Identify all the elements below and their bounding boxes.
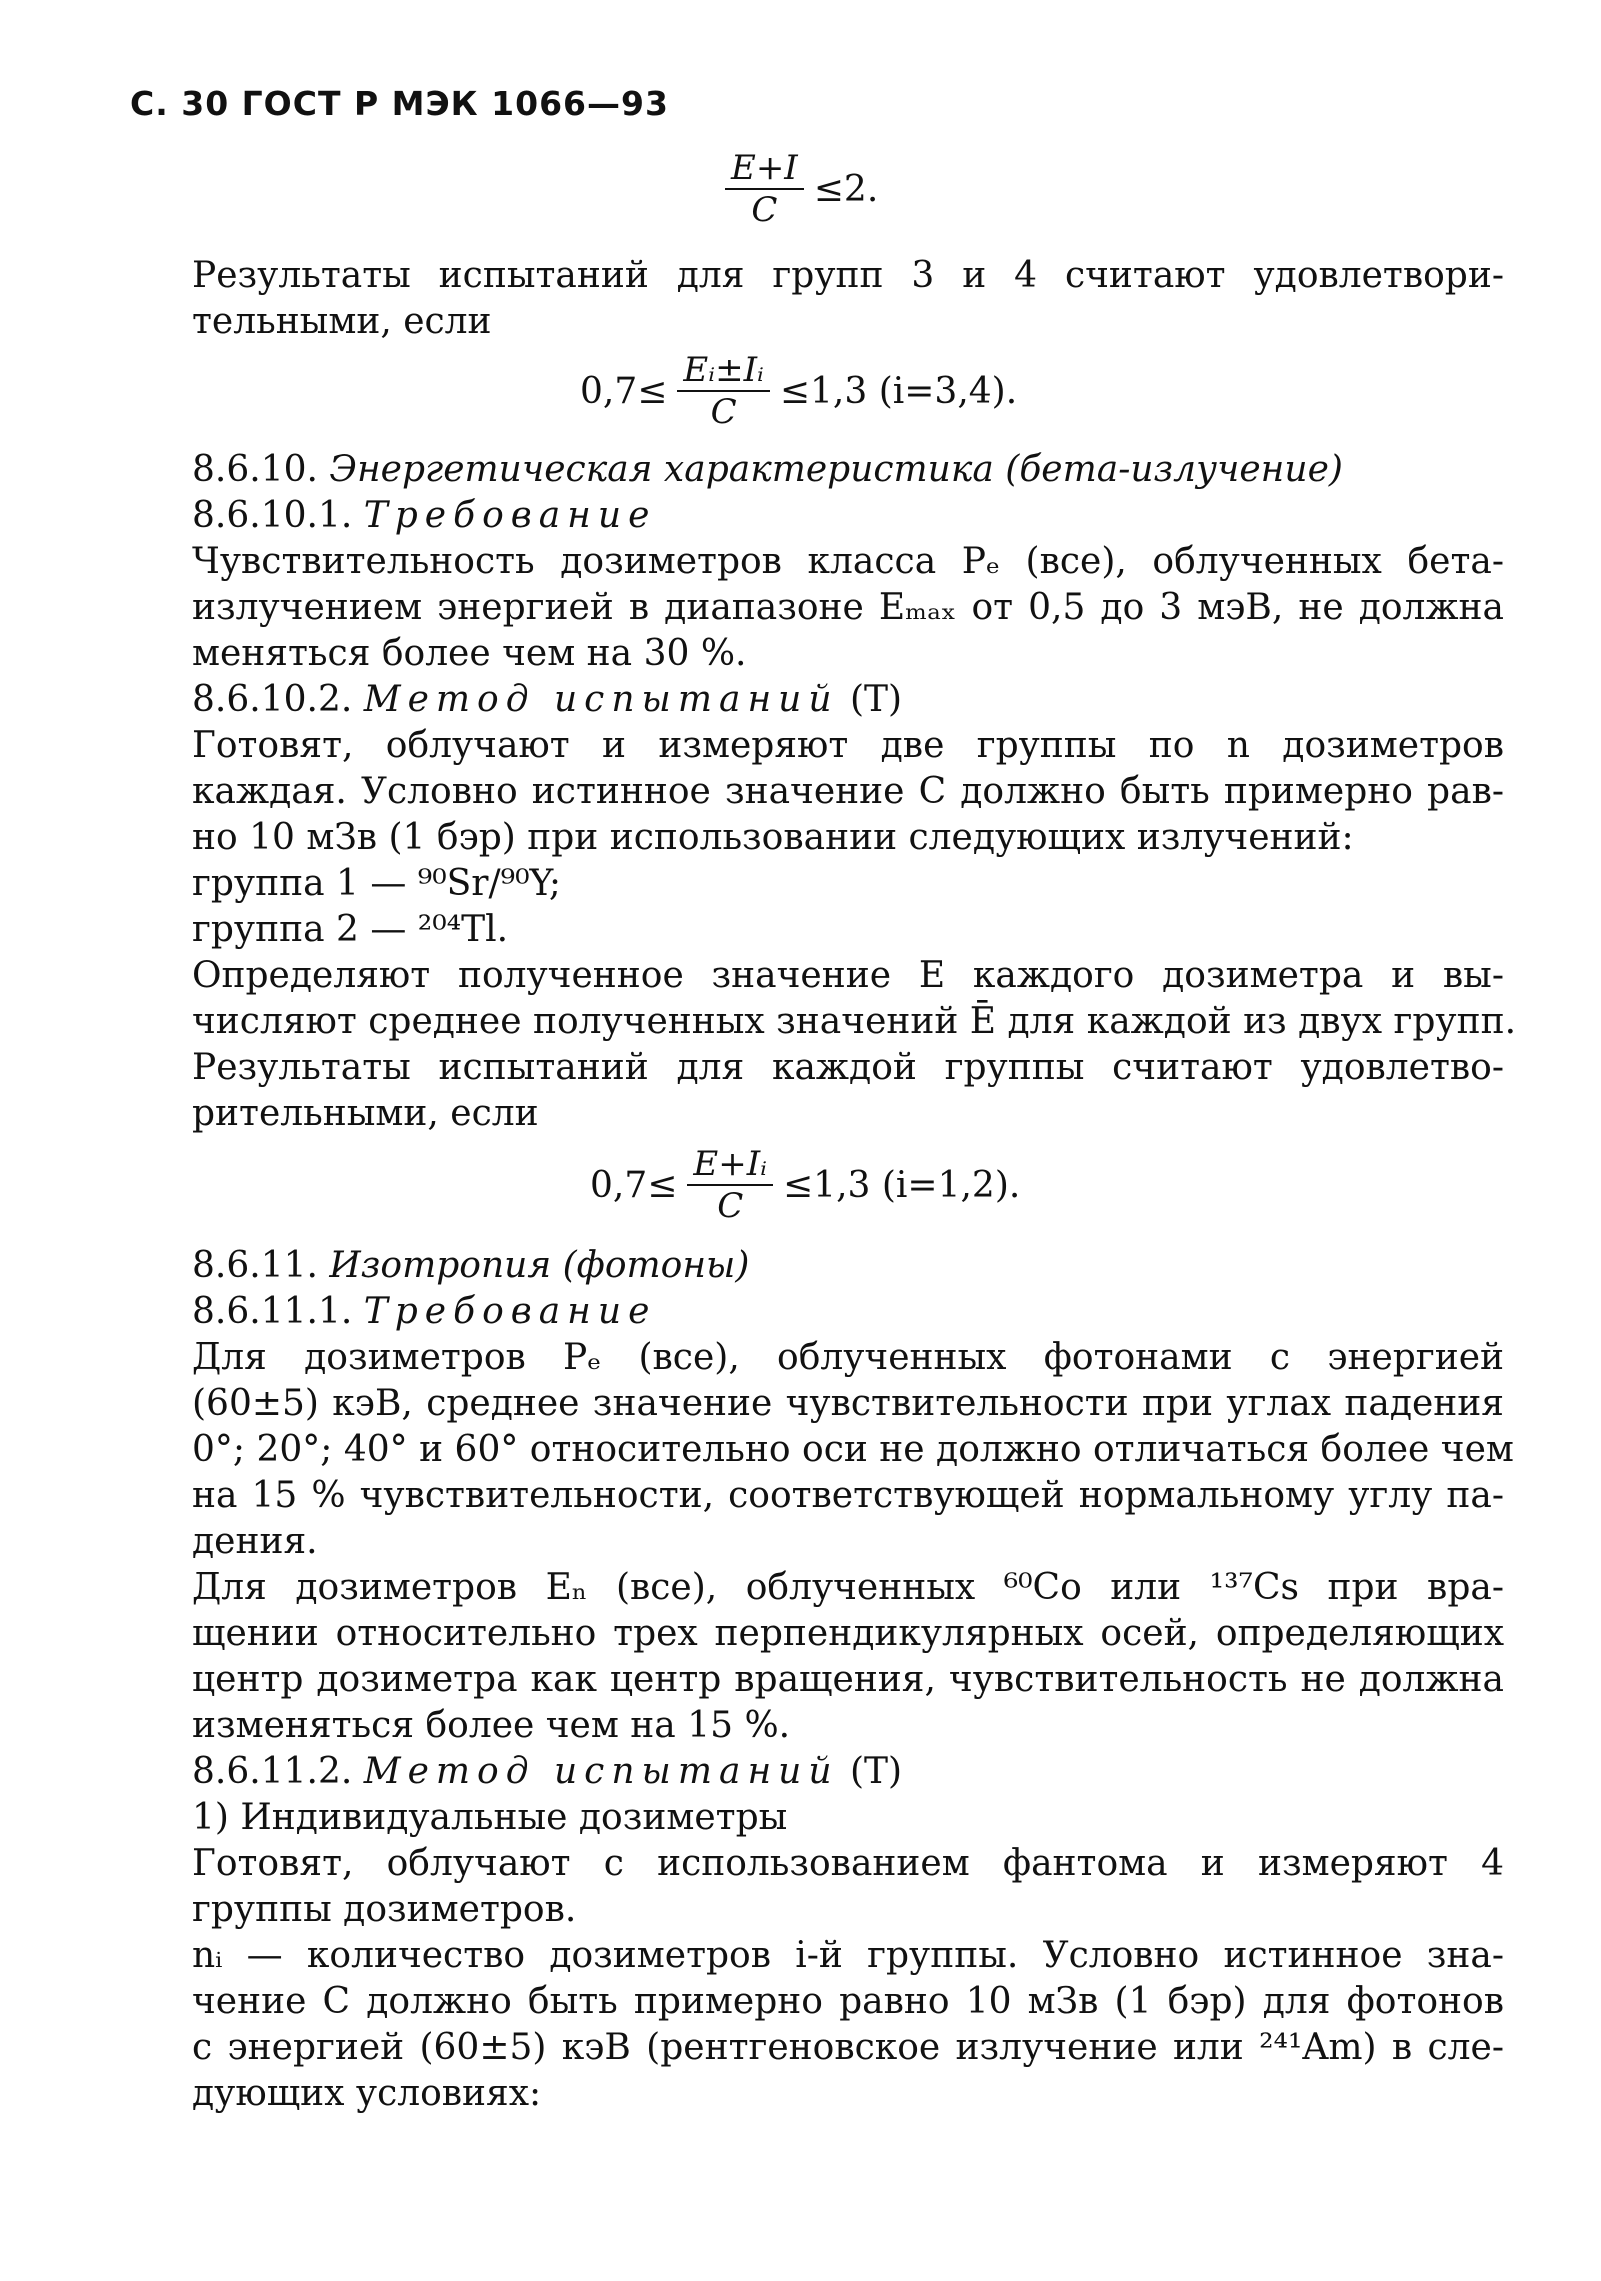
formula-left: 0,7≤ <box>580 370 668 412</box>
section-number: 8.6.10.1. <box>192 495 353 536</box>
paragraph-line: группа 1 — ⁹⁰Sr/⁹⁰Y; <box>192 863 561 904</box>
paragraph-line: но 10 мЗв (1 бэр) при использовании следующих излучений: <box>192 817 1354 858</box>
section-number: 8.6.10.2. <box>192 679 353 720</box>
paragraph-line: тельными, если <box>192 301 492 342</box>
section-heading-8-6-10-2 <box>192 678 1504 722</box>
paragraph-line: 1) Индивидуальные дозиметры <box>192 1797 788 1838</box>
paragraph-line: Для дозиметров Pₑ (все), облученных фотонами с энергией <box>192 1337 1504 1378</box>
formula-right: ≤2. <box>813 168 879 210</box>
formula-right: ≤1,3 (i=1,2). <box>783 1164 1021 1206</box>
paragraph-line: чение C должно быть примерно равно 10 мЗв (1 бэр) для фотонов <box>192 1981 1504 2022</box>
paragraph-line: Готовят, облучают с использованием фантома и измеряют 4 <box>192 1843 1504 1884</box>
page-header: С. 30 ГОСТ Р МЭК 1066—93 <box>130 84 669 123</box>
paragraph-line: с энергией (60±5) кэВ (рентгеновское излучение или ²⁴¹Am) в сле- <box>192 2027 1504 2068</box>
paragraph-line: на 15 % чувствительности, соответствующей нормальному углу па- <box>192 1475 1504 1516</box>
fraction-numerator: E+I <box>725 150 804 190</box>
paragraph-line: nᵢ — количество дозиметров i-й группы. Условно истинное зна- <box>192 1935 1504 1976</box>
paragraph-line: щении относительно трех перпендикулярных осей, определяющих <box>192 1613 1504 1654</box>
section-heading-8-6-11-2 <box>192 1750 1504 1794</box>
section-title: Изотропия (фотоны) <box>329 1245 750 1286</box>
paragraph-line: изменяться более чем на 15 %. <box>192 1705 791 1746</box>
paragraph-line: излучением энергией в диапазоне Eₘₐₓ от 0,5 до 3 мэВ, не должна <box>192 587 1504 628</box>
fraction-numerator: Eᵢ±Iᵢ <box>677 352 769 392</box>
paragraph-line: Результаты испытаний для каждой группы считают удовлетво- <box>192 1047 1504 1088</box>
paragraph-line: каждая. Условно истинное значение C должно быть примерно рав- <box>192 771 1504 812</box>
formula-ratio-groups-3-4 <box>580 352 1017 430</box>
section-heading-8-6-11-1 <box>192 1290 1504 1334</box>
paragraph-line: группа 2 — ²⁰⁴Tl. <box>192 909 509 950</box>
paragraph-line: Готовят, облучают и измеряют две группы по n дозиметров <box>192 725 1504 766</box>
section-title: Метод испытаний <box>363 1751 839 1792</box>
section-title: Энергетическая характеристика (бета-излучение) <box>329 449 1343 490</box>
section-heading-8-6-10 <box>192 448 1504 492</box>
section-heading-8-6-10-1 <box>192 494 1504 538</box>
paragraph-line: рительными, если <box>192 1093 539 1134</box>
paragraph-line: Чувствительность дозиметров класса Pₑ (все), облученных бета- <box>192 541 1504 582</box>
section-number: 8.6.11.2. <box>192 1751 353 1792</box>
fraction-denominator: C <box>710 392 737 432</box>
fraction <box>725 150 804 228</box>
fraction-denominator: C <box>717 1186 744 1226</box>
section-title: Требование <box>363 1291 657 1332</box>
paragraph-line: дующих условиях: <box>192 2073 542 2114</box>
formula-left: 0,7≤ <box>590 1164 678 1206</box>
paragraph-line: дения. <box>192 1521 318 1562</box>
section-number: 8.6.10. <box>192 449 318 490</box>
section-title: Требование <box>363 495 657 536</box>
fraction-denominator: C <box>751 190 778 230</box>
fraction-numerator: E+Iᵢ <box>687 1146 773 1186</box>
paragraph-line: меняться более чем на 30 %. <box>192 633 747 674</box>
fraction <box>677 352 769 430</box>
paragraph-line: Определяют полученное значение E каждого дозиметра и вы- <box>192 955 1504 996</box>
formula-right: ≤1,3 (i=3,4). <box>779 370 1018 412</box>
formula-ratio-groups-1-2 <box>590 1146 1020 1224</box>
paragraph-line: числяют среднее полученных значений Ē для каждой из двух групп. <box>192 1001 1517 1042</box>
fraction <box>687 1146 773 1224</box>
section-suffix: (Т) <box>849 679 903 720</box>
section-suffix: (Т) <box>849 1751 903 1792</box>
paragraph-line: (60±5) кэВ, среднее значение чувствительности при углах падения <box>192 1383 1504 1424</box>
paragraph-line: центр дозиметра как центр вращения, чувствительность не должна <box>192 1659 1504 1700</box>
section-number: 8.6.11.1. <box>192 1291 353 1332</box>
section-title: Метод испытаний <box>363 679 839 720</box>
paragraph-line: Результаты испытаний для групп 3 и 4 считают удовлетвори- <box>192 255 1504 296</box>
formula-ratio-le-2 <box>715 150 878 228</box>
paragraph-line: 0°; 20°; 40° и 60° относительно оси не должно отличаться более чем <box>192 1429 1514 1470</box>
section-heading-8-6-11 <box>192 1244 1504 1288</box>
section-number: 8.6.11. <box>192 1245 318 1286</box>
paragraph-line: Для дозиметров Eₙ (все), облученных ⁶⁰Co или ¹³⁷Cs при вра- <box>192 1567 1504 1608</box>
paragraph-line: группы дозиметров. <box>192 1889 577 1930</box>
